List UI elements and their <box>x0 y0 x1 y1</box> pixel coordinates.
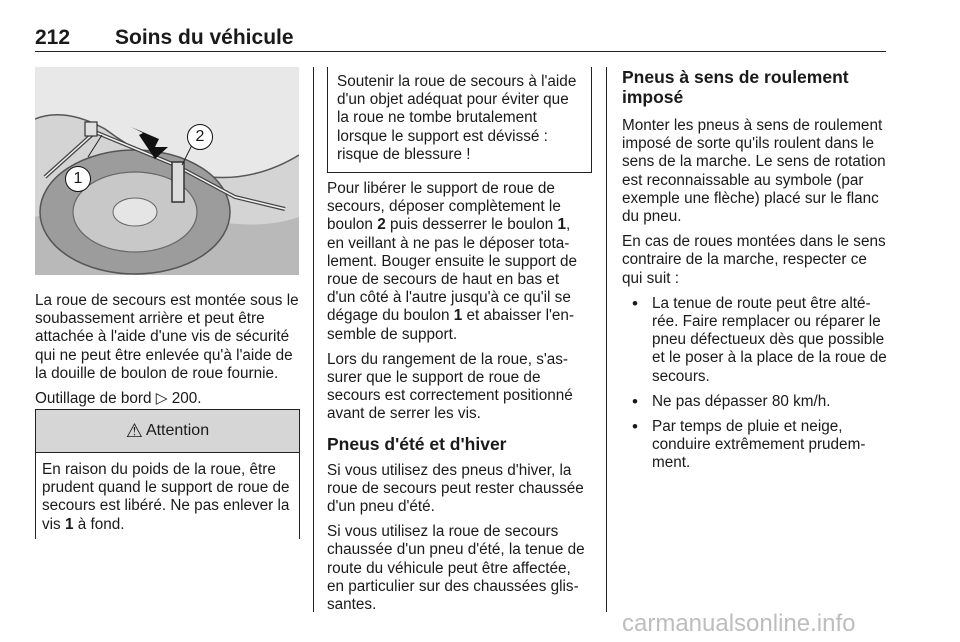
tool-kit-paragraph: Outillage de bord ▷ 200. <box>35 390 202 408</box>
spare-wheel-illustration <box>35 67 299 275</box>
page-number: 212 <box>35 26 71 49</box>
list-item: • Ne pas dépasser 80 km/h. <box>622 393 887 411</box>
spare-wheel-paragraph: La roue de secours est montée sous le soubassement arrière et peut être attachée à l'aide d'une vis de sécurité qui ne peut être enlevée qu'à l'aide de la douille de boulon de roue fournie. <box>35 292 299 382</box>
watermark: carmanualsonline.info <box>622 610 856 637</box>
summer-tyre-paragraph: Si vous utilisez la roue de secours chaussée d'un pneu d'été, la tenue de route du véhicule peut être affectée, en particulier sur des chaussées glissantes. <box>327 523 585 614</box>
release-support-paragraph: Pour libérer le support de roue de secours, déposer complètement le boulon 2 puis desserrer le boulon 1, en veillant à ne pas le déposer totalement. Bouger ensuite le support de roue de secours de haut en bas et d'un côté à l'autre jusqu'à ce qu'il se dégage du boulon 1 et abaisser l'ensemble de support. <box>327 180 578 343</box>
list-item: • Par temps de pluie et neige, conduire extrêmement prudemment. <box>622 418 887 473</box>
warning-title: Attention <box>145 422 210 439</box>
section-title: Soins du véhicule <box>115 26 294 49</box>
summer-winter-heading: Pneus d'été et d'hiver <box>327 433 507 454</box>
reverse-mounting-paragraph: En cas de roues montées dans le sens contraire de la marche, respecter ce qui suit : <box>622 233 886 287</box>
callout-1: 1 <box>65 166 91 192</box>
warning-triangle-icon: ⚠ <box>125 420 143 442</box>
column-divider-1 <box>313 67 314 612</box>
page-reference-arrow-icon: ▷ <box>155 390 168 408</box>
column-3 <box>622 67 887 480</box>
warning-box <box>35 409 300 539</box>
storage-paragraph: Lors du rangement de la roue, s'assurer que le support de roue de secours est correctement positionné avant de serrer les vis. <box>327 350 573 423</box>
directional-tyres-heading: Pneus à sens de roulement imposé <box>622 67 849 107</box>
warning-text: En raison du poids de la roue, être prudent quand le support de roue de secours est libéré. Ne pas enlever la vis 1 à fond. <box>42 461 290 533</box>
column-divider-2 <box>606 67 607 612</box>
winter-tyres-paragraph: Si vous utilisez des pneus d'hiver, la roue de secours peut rester chaussée d'un pneu d'été. <box>327 461 584 516</box>
warning-header <box>36 409 299 453</box>
column-2 <box>327 180 590 621</box>
callout-2: 2 <box>187 124 213 150</box>
precautions-list <box>622 295 887 473</box>
directional-tyres-paragraph: Monter les pneus à sens de roulement imposé de sorte qu'ils roulent dans le sens de la marche. Le sens de rotation est reconnaissable au symbole (par exemple une flèche) placé sur le flanc du pneu. <box>622 117 886 226</box>
header-rule <box>35 51 886 52</box>
list-item: • La tenue de route peut être altérée. Faire remplacer ou réparer le pneu défectueux dès que possible et le poser à la place de la roue de secours. <box>622 295 887 386</box>
caution-box <box>327 67 592 173</box>
column-1 <box>35 292 299 415</box>
caution-text: Soutenir la roue de secours à l'aide d'un objet adéquat pour éviter que la roue ne tombe brutalement lorsque le support est dévissé : risque de blessure ! <box>337 73 577 163</box>
